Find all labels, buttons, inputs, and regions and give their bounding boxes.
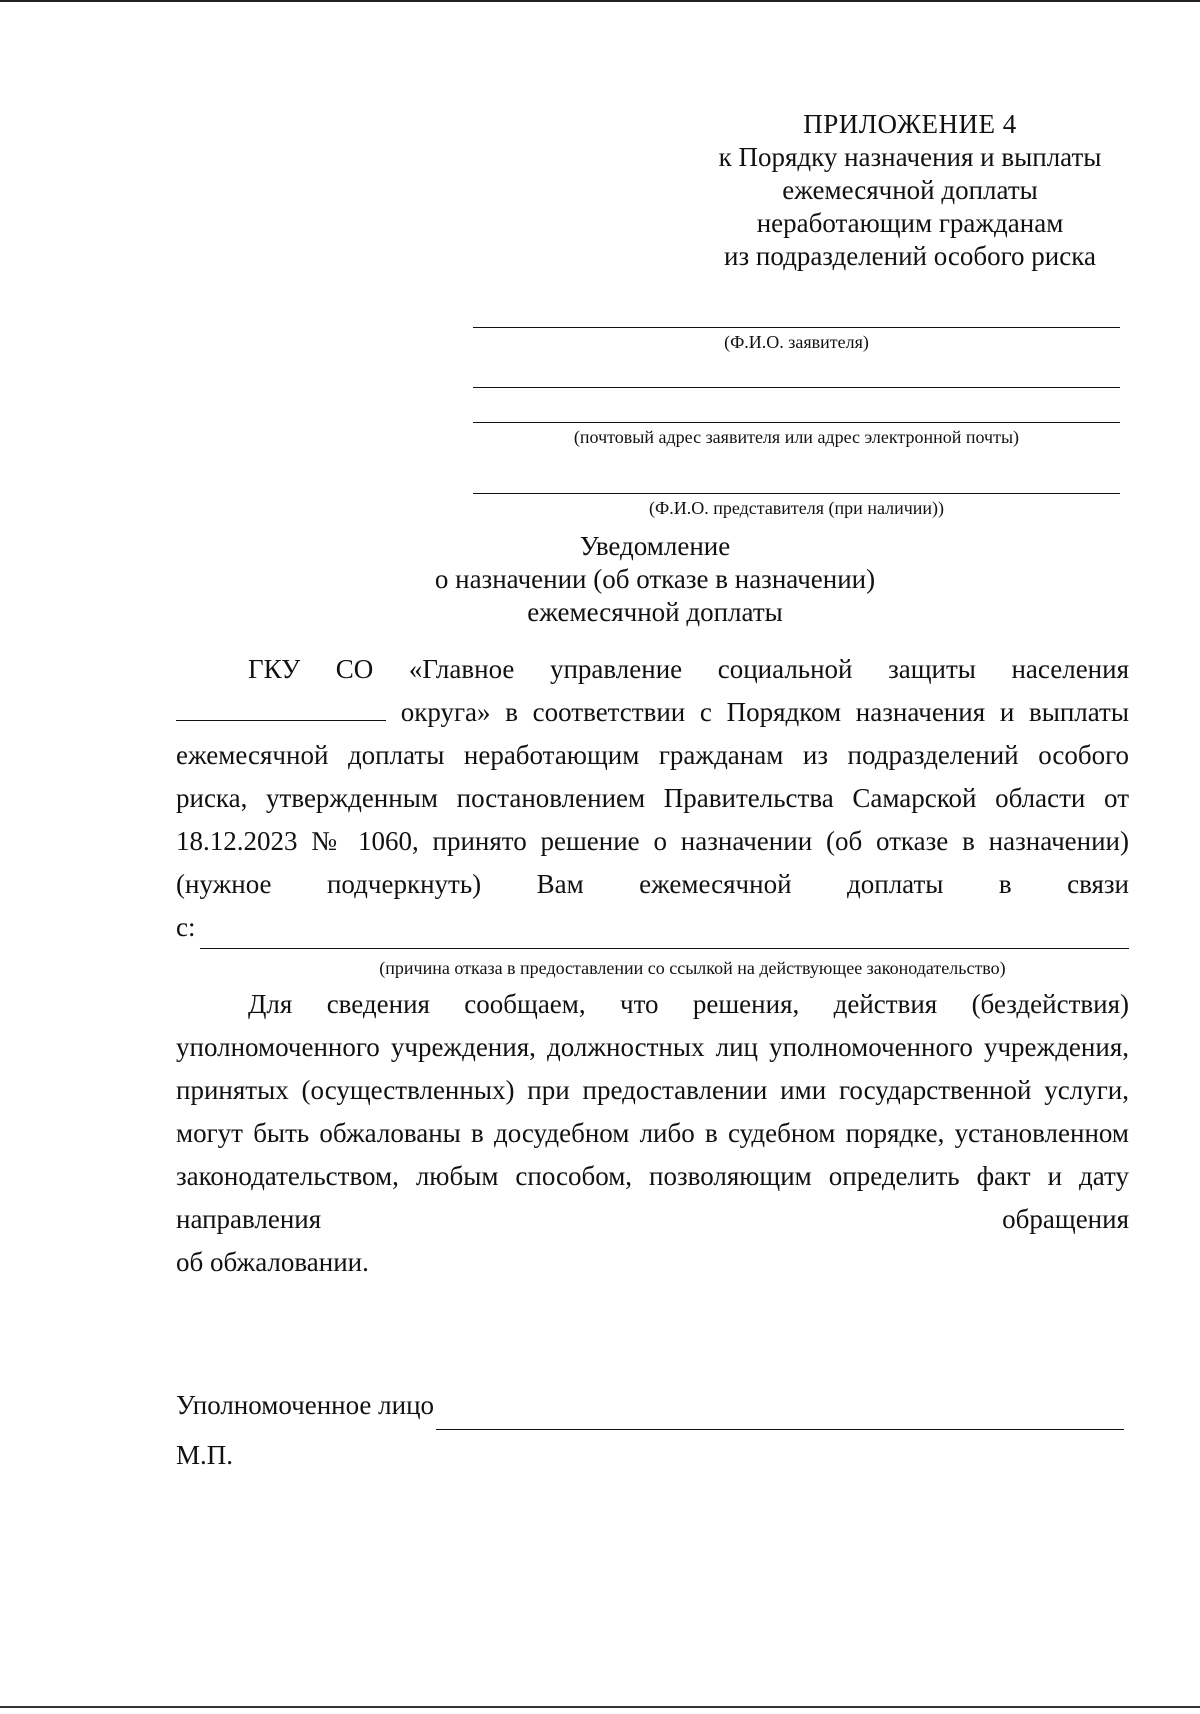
notice-subtitle-1: о назначении (об отказе в назначении): [434, 564, 876, 594]
agency-name-text: ГКУ СО «Главное управление социальной защиты населения: [248, 654, 1129, 684]
reason-prefix: с:: [176, 912, 196, 942]
appeal-paragraph: [176, 983, 1129, 1241]
appendix-line-4: из подразделений особого риска: [724, 241, 1096, 271]
stamp-place-label: М.П.: [176, 1440, 234, 1470]
address-caption: (почтовый адрес заявителя или адрес электронной почты): [573, 427, 1020, 447]
notice-subtitle-2: ежемесячной доплаты: [527, 597, 783, 627]
representative-caption: (Ф.И.О. представителя (при наличии)): [648, 498, 945, 518]
reason-row: [176, 906, 1129, 949]
signature-row: [176, 1380, 1124, 1430]
appendix-title: ПРИЛОЖЕНИЕ 4: [803, 109, 1017, 139]
appeal-text: Для сведения сообщаем, что решения, действия (бездействия) уполномоченного учреждения, должностных лиц уполномоченного учреждения, принятых (осуществленных) при предоставлении ими государственной услуги, могут быть обжалованы в досудебном либо в судебном порядке, установленном законодательством, любым способом, позволяющим определить факт и дату направления обращения: [176, 989, 1129, 1234]
scan-edge-bottom: [0, 1706, 1200, 1708]
reason-blank-line[interactable]: [200, 916, 1130, 949]
appendix-header: [690, 108, 1130, 273]
appeal-last-line: об обжаловании.: [176, 1247, 369, 1277]
authorized-person-label: Уполномоченное лицо: [176, 1390, 435, 1420]
okrug-blank[interactable]: [176, 696, 386, 721]
decision-paragraph: [176, 648, 1129, 906]
address-line-1[interactable]: [473, 353, 1120, 388]
signature-block: [176, 1380, 1124, 1480]
signature-line[interactable]: [436, 1393, 1124, 1430]
decision-text: округа» в соответствии с Порядком назначения и выплаты ежемесячной доплаты неработающим гражданам из подразделений особого риска, утвержденным постановлением Правительства Самарской области от 18.12.2023 № 1060, принято решение о назначении (об отказе в назначении) (нужное подчеркнуть) Вам ежемесячной доплаты в связи: [176, 697, 1130, 899]
appeal-section: [176, 983, 1129, 1284]
appendix-line-1: к Порядку назначения и выплаты: [718, 142, 1102, 172]
appendix-line-2: ежемесячной доплаты: [782, 175, 1038, 205]
applicant-fields: [473, 280, 1120, 519]
representative-name-line[interactable]: [473, 448, 1120, 494]
reason-caption: (причина отказа в предоставлении со ссылкой на действующее законодательство): [379, 958, 1006, 978]
scan-edge-top: [0, 0, 1200, 2]
notice-body: [176, 648, 1129, 979]
applicant-name-line[interactable]: [473, 280, 1120, 328]
address-line-2[interactable]: [473, 388, 1120, 423]
notice-title: Уведомление: [579, 531, 731, 561]
applicant-name-caption: (Ф.И.О. заявителя): [724, 332, 869, 352]
appendix-line-3: неработающим гражданам: [756, 208, 1064, 238]
notice-heading: [380, 530, 930, 629]
